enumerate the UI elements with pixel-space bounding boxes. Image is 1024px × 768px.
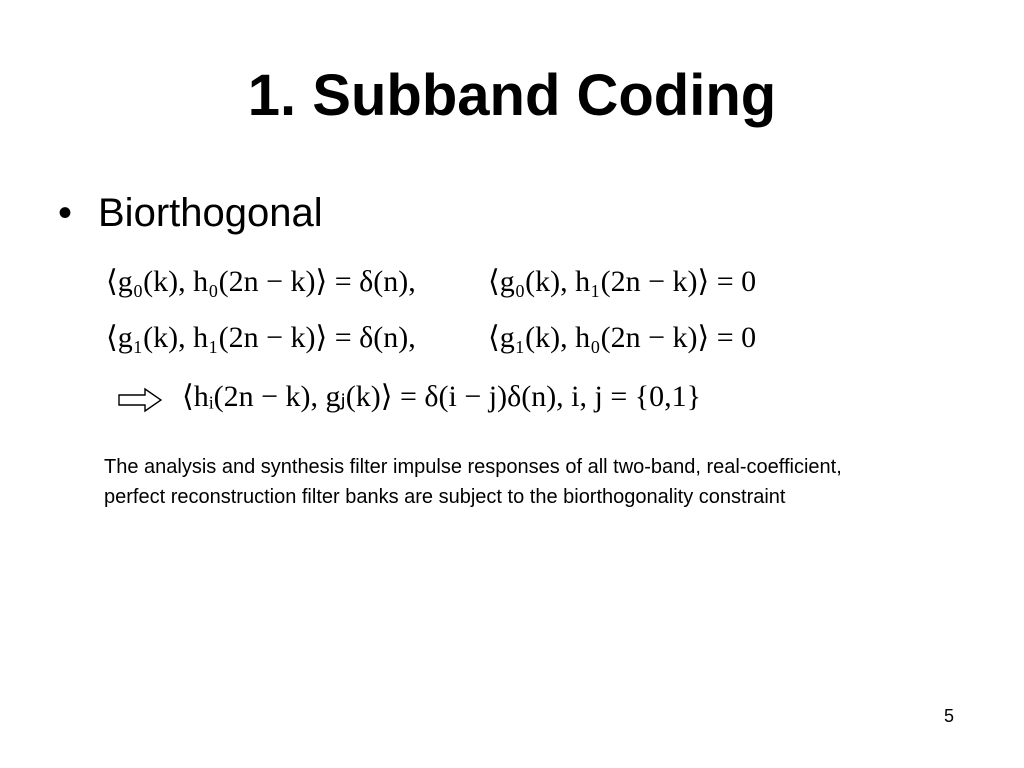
bullet-text: Biorthogonal: [98, 191, 323, 235]
equation-2-left: ⟨g₁(k), h₁(2n − k)⟩ = δ(n),: [106, 321, 416, 354]
equation-2-right: ⟨g₁(k), h₀(2n − k)⟩ = 0: [488, 321, 757, 354]
equation-3: ⟨hᵢ(2n − k), gⱼ(k)⟩ = δ(i − j)δ(n), i, j = {0,1}: [182, 380, 702, 413]
equation-1-left: ⟨g₀(k), h₀(2n − k)⟩ = δ(n),: [106, 265, 416, 298]
page-number: 5: [944, 706, 955, 726]
description-text: The analysis and synthesis filter impulse responses of all two-band, real-coefficient, perfect reconstruction filter banks are subject to the biorthogonality constraint: [104, 456, 842, 508]
double-right-arrow-icon: [118, 384, 162, 424]
equation-row-2: [106, 318, 757, 358]
slide-title: 1. Subband Coding: [247, 63, 777, 128]
bullet-item: [58, 189, 323, 237]
equation-row-1: [106, 262, 757, 302]
equation-1-right: ⟨g₀(k), h₁(2n − k)⟩ = 0: [488, 265, 757, 298]
bullet-marker: •: [58, 191, 73, 235]
